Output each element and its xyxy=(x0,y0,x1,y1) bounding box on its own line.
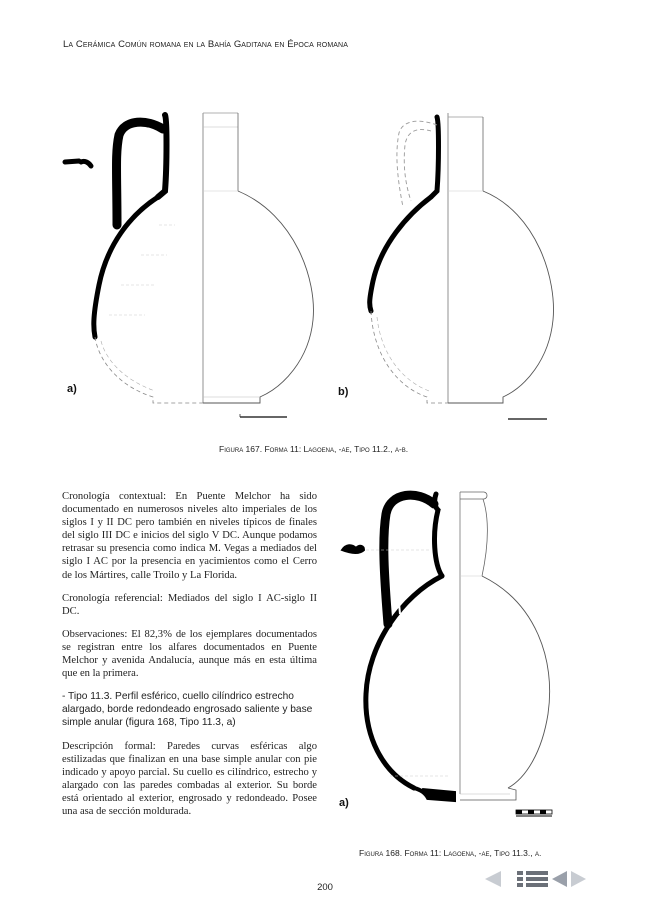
vessel-168a-profile xyxy=(342,492,550,800)
paragraph-descripcion-formal: Descripción formal: Paredes curvas esféricas algo estilizadas que finalizan en una base simple anular con pie indicado y apoyo parcial. Su cuello es cilíndrico, estrecho y alargado con las paredes combadas al exterior. Su borde está orientado al exterior, engrosado y redondeado. Posee una asa de sección moldurada. xyxy=(62,740,317,817)
next-page-button[interactable] xyxy=(569,869,589,889)
list-menu-icon xyxy=(517,869,549,889)
paragraph-cronologia-contextual: Cronología contextual: En Puente Melchor ha sido documentado en numerosos niveles alto imperiales de los siglos I y II DC pero también en niveles típicos de finales del siglo III DC e inicios del siglo V DC. Aunque podamos retrasar su presencia como indica M. Vegas a mediados del siglo I AC por la presencia en yacimientos como el Cerro de los Mártires, calle Troilo y La Florida. xyxy=(62,491,317,581)
figure-167-label-a: a) xyxy=(67,383,77,395)
figure-167-drawing xyxy=(55,105,600,425)
scale-bar-168a xyxy=(516,810,552,816)
previous-page-button[interactable] xyxy=(481,869,503,889)
scale-bar-a xyxy=(240,414,287,417)
figure-168-caption: Figura 168. Forma 11: Lagoena, -ae, Tipo 11.3., a. xyxy=(359,848,542,858)
paragraph-tipo-heading: - Tipo 11.3. Perfil esférico, cuello cilíndrico estrecho alargado, borde redondeado engrosado saliente y base simple anular (figura 168, Tipo 11.3, a) xyxy=(62,691,313,729)
page-number: 200 xyxy=(317,882,333,893)
arrow-right-icon xyxy=(569,869,589,889)
figure-167-caption: Figura 167. Forma 11: Lagoena, -ae, Tipo 11.2., a-b. xyxy=(219,444,409,454)
figure-168-drawing xyxy=(330,484,570,824)
figure-167 xyxy=(55,105,600,425)
menu-button[interactable] xyxy=(517,869,549,889)
paragraph-cronologia-referencial: Cronología referencial: Mediados del siglo I AC-siglo II DC. xyxy=(62,592,317,617)
paragraph-observaciones: Observaciones: El 82,3% de los ejemplares documentados se registran entre los alfares documentados en Puente Melchor y avenida Andalucía, aunque más en esta última que en la primera. xyxy=(62,628,317,680)
arrow-left-icon xyxy=(549,869,569,889)
arrow-left-icon xyxy=(481,869,503,889)
running-header: La Cerámica Común romana en la Bahía Gaditana en Época romana xyxy=(63,39,348,50)
figure-168 xyxy=(330,484,570,824)
figure-168-label-a: a) xyxy=(339,797,349,809)
vessel-b-profile xyxy=(370,113,554,403)
vessel-a-profile xyxy=(65,113,313,403)
page-navigation xyxy=(481,869,589,889)
back-arrow-button[interactable] xyxy=(549,869,569,889)
figure-167-label-b: b) xyxy=(338,386,349,398)
body-text-column xyxy=(62,490,317,828)
